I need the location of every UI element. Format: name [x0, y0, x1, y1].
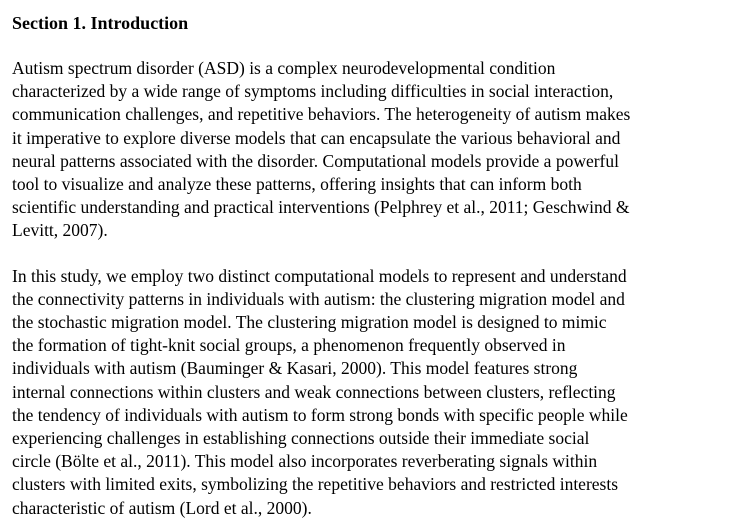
text-line: communication challenges, and repetitive behaviors. The heterogeneity of autism makes — [12, 104, 631, 125]
text-line: the formation of tight-knit social groups, a phenomenon frequently observed in — [12, 335, 566, 356]
text-line: the stochastic migration model. The clustering migration model is designed to mimic — [12, 312, 607, 333]
text-line: neural patterns associated with the disorder. Computational models provide a powerful — [12, 150, 619, 171]
text-line: Autism spectrum disorder (ASD) is a complex neurodevelopmental condition — [12, 58, 556, 78]
text-line: internal connections within clusters and weak connections between clusters, reflecting — [12, 381, 616, 402]
section-title: Section 1. Introduction — [12, 13, 189, 33]
text-line: individuals with autism (Bauminger & Kasari, 2000). This model features strong — [12, 358, 578, 379]
text-line: In this study, we employ two distinct computational models to represent and understand — [12, 265, 627, 286]
text-line: the connectivity patterns in individuals with autism: the clustering migration model and — [12, 288, 625, 309]
text-line: Levitt, 2007). — [12, 220, 108, 241]
text-line: it imperative to explore diverse models that can encapsulate the various behavioral and — [12, 127, 621, 148]
text-line: the tendency of individuals with autism to form strong bonds with specific people while — [12, 404, 628, 425]
text-line: circle (Bölte et al., 2011). This model also incorporates reverberating signals within — [12, 451, 598, 472]
text-line: tool to visualize and analyze these patterns, offering insights that can inform both — [12, 174, 582, 195]
paragraph-study — [12, 265, 737, 520]
text-line: scientific understanding and practical interventions (Pelphrey et al., 2011; Geschwind & — [12, 197, 630, 218]
text-line: characterized by a wide range of symptoms including difficulties in social interaction, — [12, 81, 614, 102]
text-line: clusters with limited exits, symbolizing the repetitive behaviors and restricted interests — [12, 474, 619, 495]
text-line: characteristic of autism (Lord et al., 2000). — [12, 497, 312, 518]
text-line: experiencing challenges in establishing connections outside their immediate social — [12, 428, 590, 449]
paragraph-intro — [12, 57, 737, 243]
